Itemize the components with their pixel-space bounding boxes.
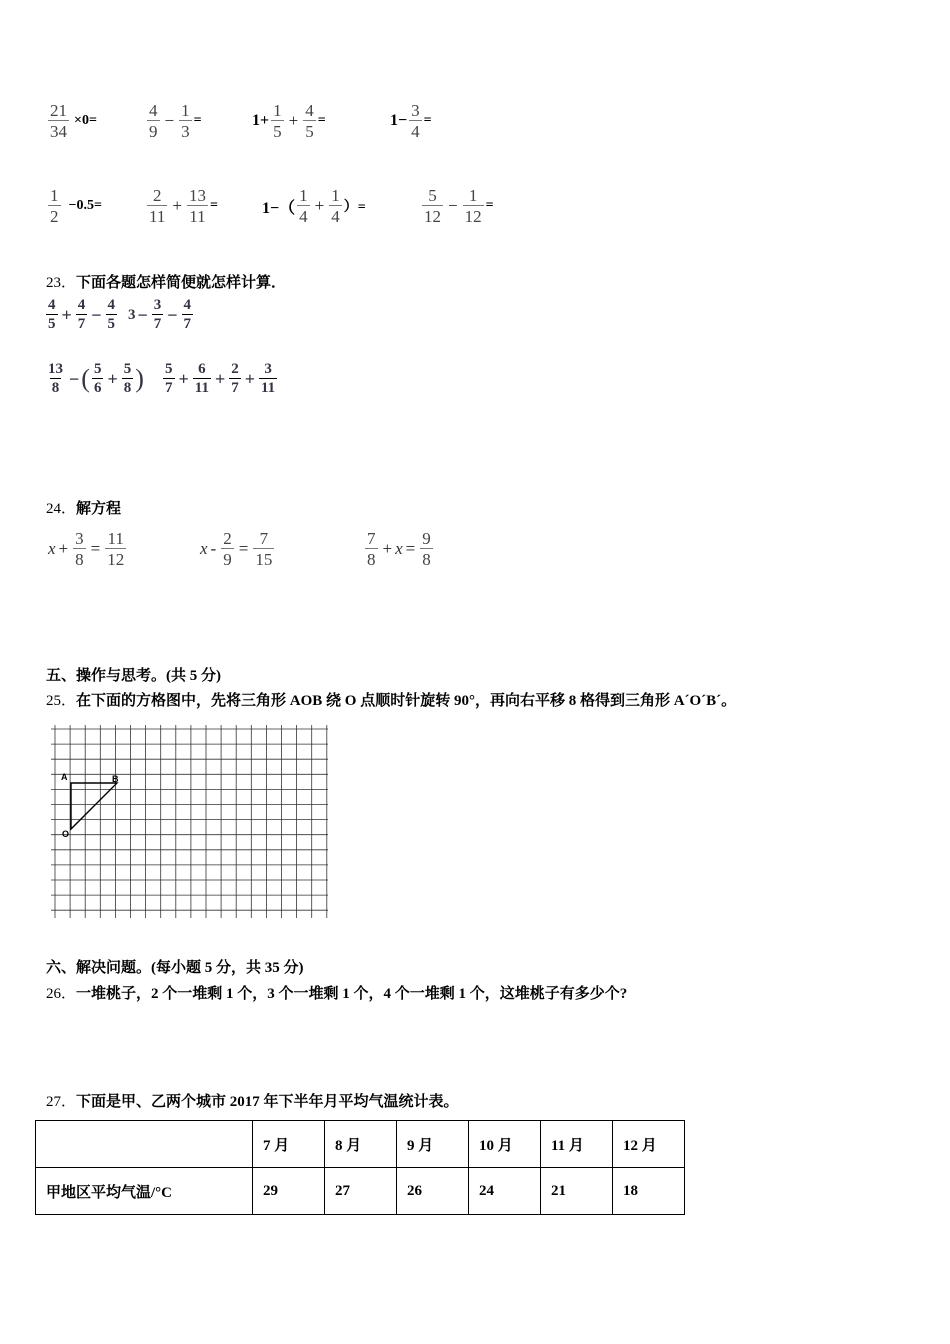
fraction — [259, 362, 277, 396]
denominator: 11 — [149, 207, 166, 226]
calc-row2-expr4: $\frac{5}{12}$ − $\frac{1}{12}$ = — [424, 186, 494, 226]
denominator: 34 — [50, 122, 67, 141]
fraction — [329, 187, 342, 225]
numerator: 4 — [77, 297, 86, 313]
equation-1: x + $\frac{3}{8}$ = $\frac{11}{12}$ — [48, 529, 125, 569]
numerator: 13 — [48, 361, 63, 377]
question-23-title: 23．下面各题怎样简便就怎样计算． — [46, 275, 287, 291]
fraction — [163, 362, 175, 396]
section-6-title: 六、解决问题。(每小题 5 分，共 35 分) — [46, 960, 304, 976]
denominator: 5 — [273, 122, 282, 141]
fraction — [122, 362, 134, 396]
denominator: 11 — [260, 380, 276, 396]
fraction — [229, 362, 241, 396]
operator: = — [238, 539, 249, 558]
numerator: 2 — [231, 361, 239, 377]
numerator: 11 — [107, 529, 124, 548]
operator: − — [91, 304, 102, 325]
calc-row1-expr4: 1− $\frac{3}{4}$ = — [390, 101, 432, 141]
table-cell: 26 — [397, 1168, 469, 1215]
fraction — [409, 102, 422, 140]
operator: − — [167, 304, 178, 325]
denominator: 9 — [223, 550, 232, 569]
table-cell: 29 — [253, 1168, 325, 1215]
fraction — [420, 530, 433, 568]
fraction — [463, 187, 484, 225]
fraction — [73, 530, 86, 568]
point-label-a: A — [61, 772, 68, 782]
simplify-expr3 — [44, 362, 144, 396]
denominator: 12 — [107, 550, 125, 569]
denominator: 2 — [50, 207, 59, 226]
denominator: 7 — [183, 316, 192, 332]
operator: ) — [135, 364, 144, 393]
fraction — [303, 102, 316, 140]
numerator: 2 — [152, 186, 162, 205]
operator: + — [107, 368, 118, 389]
table-cell: 18 — [613, 1168, 685, 1215]
table-row — [36, 1168, 685, 1215]
calc-row2-expr2: $\frac{2}{11}$ + $\frac{13}{11}$ = — [149, 186, 218, 226]
fraction — [152, 298, 164, 332]
simplify-expr4 — [161, 362, 279, 396]
denominator: 7 — [165, 380, 173, 396]
calc-row1-expr1: $\frac{21}{34}$ ×0= — [50, 101, 97, 141]
operator: + — [214, 368, 226, 389]
fraction — [179, 102, 192, 140]
numerator: 1 — [299, 186, 308, 205]
numerator: 2 — [223, 529, 232, 548]
numerator: 4 — [107, 297, 116, 313]
question-24-title: 24．解方程 — [46, 501, 122, 517]
numerator: 21 — [50, 101, 67, 120]
fraction — [147, 187, 167, 225]
numerator: 7 — [367, 529, 376, 548]
numerator: 6 — [198, 361, 206, 377]
operator: + — [382, 539, 393, 558]
square-grid — [48, 722, 328, 918]
fraction — [46, 298, 58, 332]
table-header-cell: 11 月 — [541, 1121, 613, 1168]
numerator: 3 — [153, 297, 162, 313]
row-label: 甲地区平均气温/°C — [36, 1168, 253, 1215]
point-label-b: B — [112, 774, 119, 784]
numerator: 4 — [48, 297, 56, 313]
operator: − — [137, 304, 148, 325]
simplify-expr1 — [44, 298, 119, 332]
numerator: 3 — [75, 529, 84, 548]
table-header-cell: 12 月 — [613, 1121, 685, 1168]
denominator: 7 — [153, 316, 162, 332]
simplify-expr2: 3 − $\frac{3}{7}$ − $\frac{4}{7}$ — [128, 297, 192, 332]
numerator: 3 — [411, 101, 420, 120]
denominator: 11 — [194, 380, 209, 396]
denominator: 9 — [149, 122, 158, 141]
operator: + — [178, 368, 189, 389]
operator: − — [69, 368, 80, 389]
operator: + — [244, 368, 255, 389]
table-header-cell: 7 月 — [253, 1121, 325, 1168]
numerator: 1 — [273, 101, 282, 120]
fraction — [187, 187, 208, 225]
numerator: 1 — [331, 186, 340, 205]
operator: + — [58, 539, 69, 558]
denominator: 3 — [181, 122, 190, 141]
calc-row2-expr3: 1−（ $\frac{1}{4}$ + $\frac{1}{4}$ ）= — [262, 186, 366, 226]
numerator: 4 — [305, 101, 314, 120]
equation-3: $\frac{7}{8}$ + x = $\frac{9}{8}$ — [367, 529, 431, 569]
numerator: 1 — [181, 101, 190, 120]
numerator: 5 — [428, 186, 437, 205]
triangle-aob — [71, 783, 117, 829]
denominator: 5 — [305, 122, 314, 141]
numerator: 9 — [422, 529, 431, 548]
fraction — [46, 362, 65, 396]
denominator: 4 — [411, 122, 420, 141]
operator: - — [210, 539, 217, 558]
denominator: 7 — [231, 380, 239, 396]
table-header-cell: 9 月 — [397, 1121, 469, 1168]
denominator: 12 — [464, 207, 482, 226]
question-26-text: 26．一堆桃子，2 个一堆剩 1 个，3 个一堆剩 1 个，4 个一堆剩 1 个，这堆桃子有多少个? — [46, 986, 628, 1002]
calc-row1-expr3: 1+ $\frac{1}{5}$ + $\frac{4}{5}$ = — [252, 101, 326, 141]
fraction — [422, 187, 443, 225]
temperature-table — [35, 1120, 685, 1215]
question-25-text: 25．在下面的方格图中，先将三角形 AOB 绕 O 点顺时针旋转 90°，再向右平移 8 格得到三角形 A´O´B´。 — [46, 693, 737, 709]
table-cell: 21 — [541, 1168, 613, 1215]
numerator: 4 — [149, 101, 158, 120]
table-cell: 24 — [469, 1168, 541, 1215]
operator: + — [61, 304, 72, 325]
operator: + — [288, 111, 299, 130]
operator: + — [172, 196, 182, 215]
fraction — [106, 298, 118, 332]
numerator: 7 — [259, 529, 269, 548]
section-5-title: 五、操作与思考。(共 5 分) — [46, 668, 221, 684]
denominator: 8 — [123, 380, 132, 396]
table-header-cell: 8 月 — [325, 1121, 397, 1168]
operator: = — [90, 539, 101, 558]
denominator: 6 — [93, 380, 102, 396]
fraction — [105, 530, 126, 568]
fraction — [297, 187, 310, 225]
fraction — [271, 102, 284, 140]
numerator: 5 — [123, 361, 132, 377]
fraction — [48, 187, 61, 225]
operator: − — [448, 196, 458, 215]
denominator: 11 — [189, 207, 206, 226]
denominator: 5 — [48, 316, 56, 332]
denominator: 8 — [367, 550, 376, 569]
fraction — [182, 298, 194, 332]
denominator: 8 — [51, 380, 60, 396]
fraction — [221, 530, 234, 568]
fraction — [147, 102, 160, 140]
calc-row1-expr2: $\frac{4}{9}$ − $\frac{1}{3}$ = — [149, 101, 202, 141]
fraction — [193, 362, 211, 396]
numerator: 13 — [188, 186, 206, 205]
table-header-cell: 10 月 — [469, 1121, 541, 1168]
fraction — [92, 362, 104, 396]
denominator: 12 — [424, 207, 441, 226]
fraction — [253, 530, 274, 568]
denominator: 4 — [299, 207, 308, 226]
denominator: 8 — [75, 550, 84, 569]
denominator: 4 — [331, 207, 340, 226]
operator: ( — [81, 364, 90, 393]
numerator: 5 — [93, 361, 102, 377]
fraction — [76, 298, 88, 332]
denominator: 15 — [255, 550, 273, 569]
fraction — [48, 102, 69, 140]
operator: = — [405, 539, 416, 558]
numerator: 1 — [468, 186, 478, 205]
table-header-row — [36, 1121, 685, 1168]
equation-2: x - $\frac{2}{9}$ = $\frac{7}{15}$ — [200, 529, 273, 569]
question-27-text: 27．下面是甲、乙两个城市 2017 年下半年月平均气温统计表。 — [46, 1094, 459, 1110]
table-header-cell — [36, 1121, 253, 1168]
operator: − — [164, 111, 175, 130]
denominator: 8 — [422, 550, 431, 569]
numerator: 4 — [183, 297, 192, 313]
point-label-o: O — [62, 829, 70, 839]
fraction — [365, 530, 378, 568]
table-cell: 27 — [325, 1168, 397, 1215]
operator: + — [314, 196, 325, 215]
calc-row2-expr1: $\frac{1}{2}$ −0.5= — [50, 186, 102, 226]
denominator: 7 — [77, 316, 86, 332]
numerator: 5 — [165, 361, 173, 377]
numerator: 3 — [264, 361, 272, 377]
numerator: 1 — [50, 186, 59, 205]
denominator: 5 — [107, 316, 116, 332]
